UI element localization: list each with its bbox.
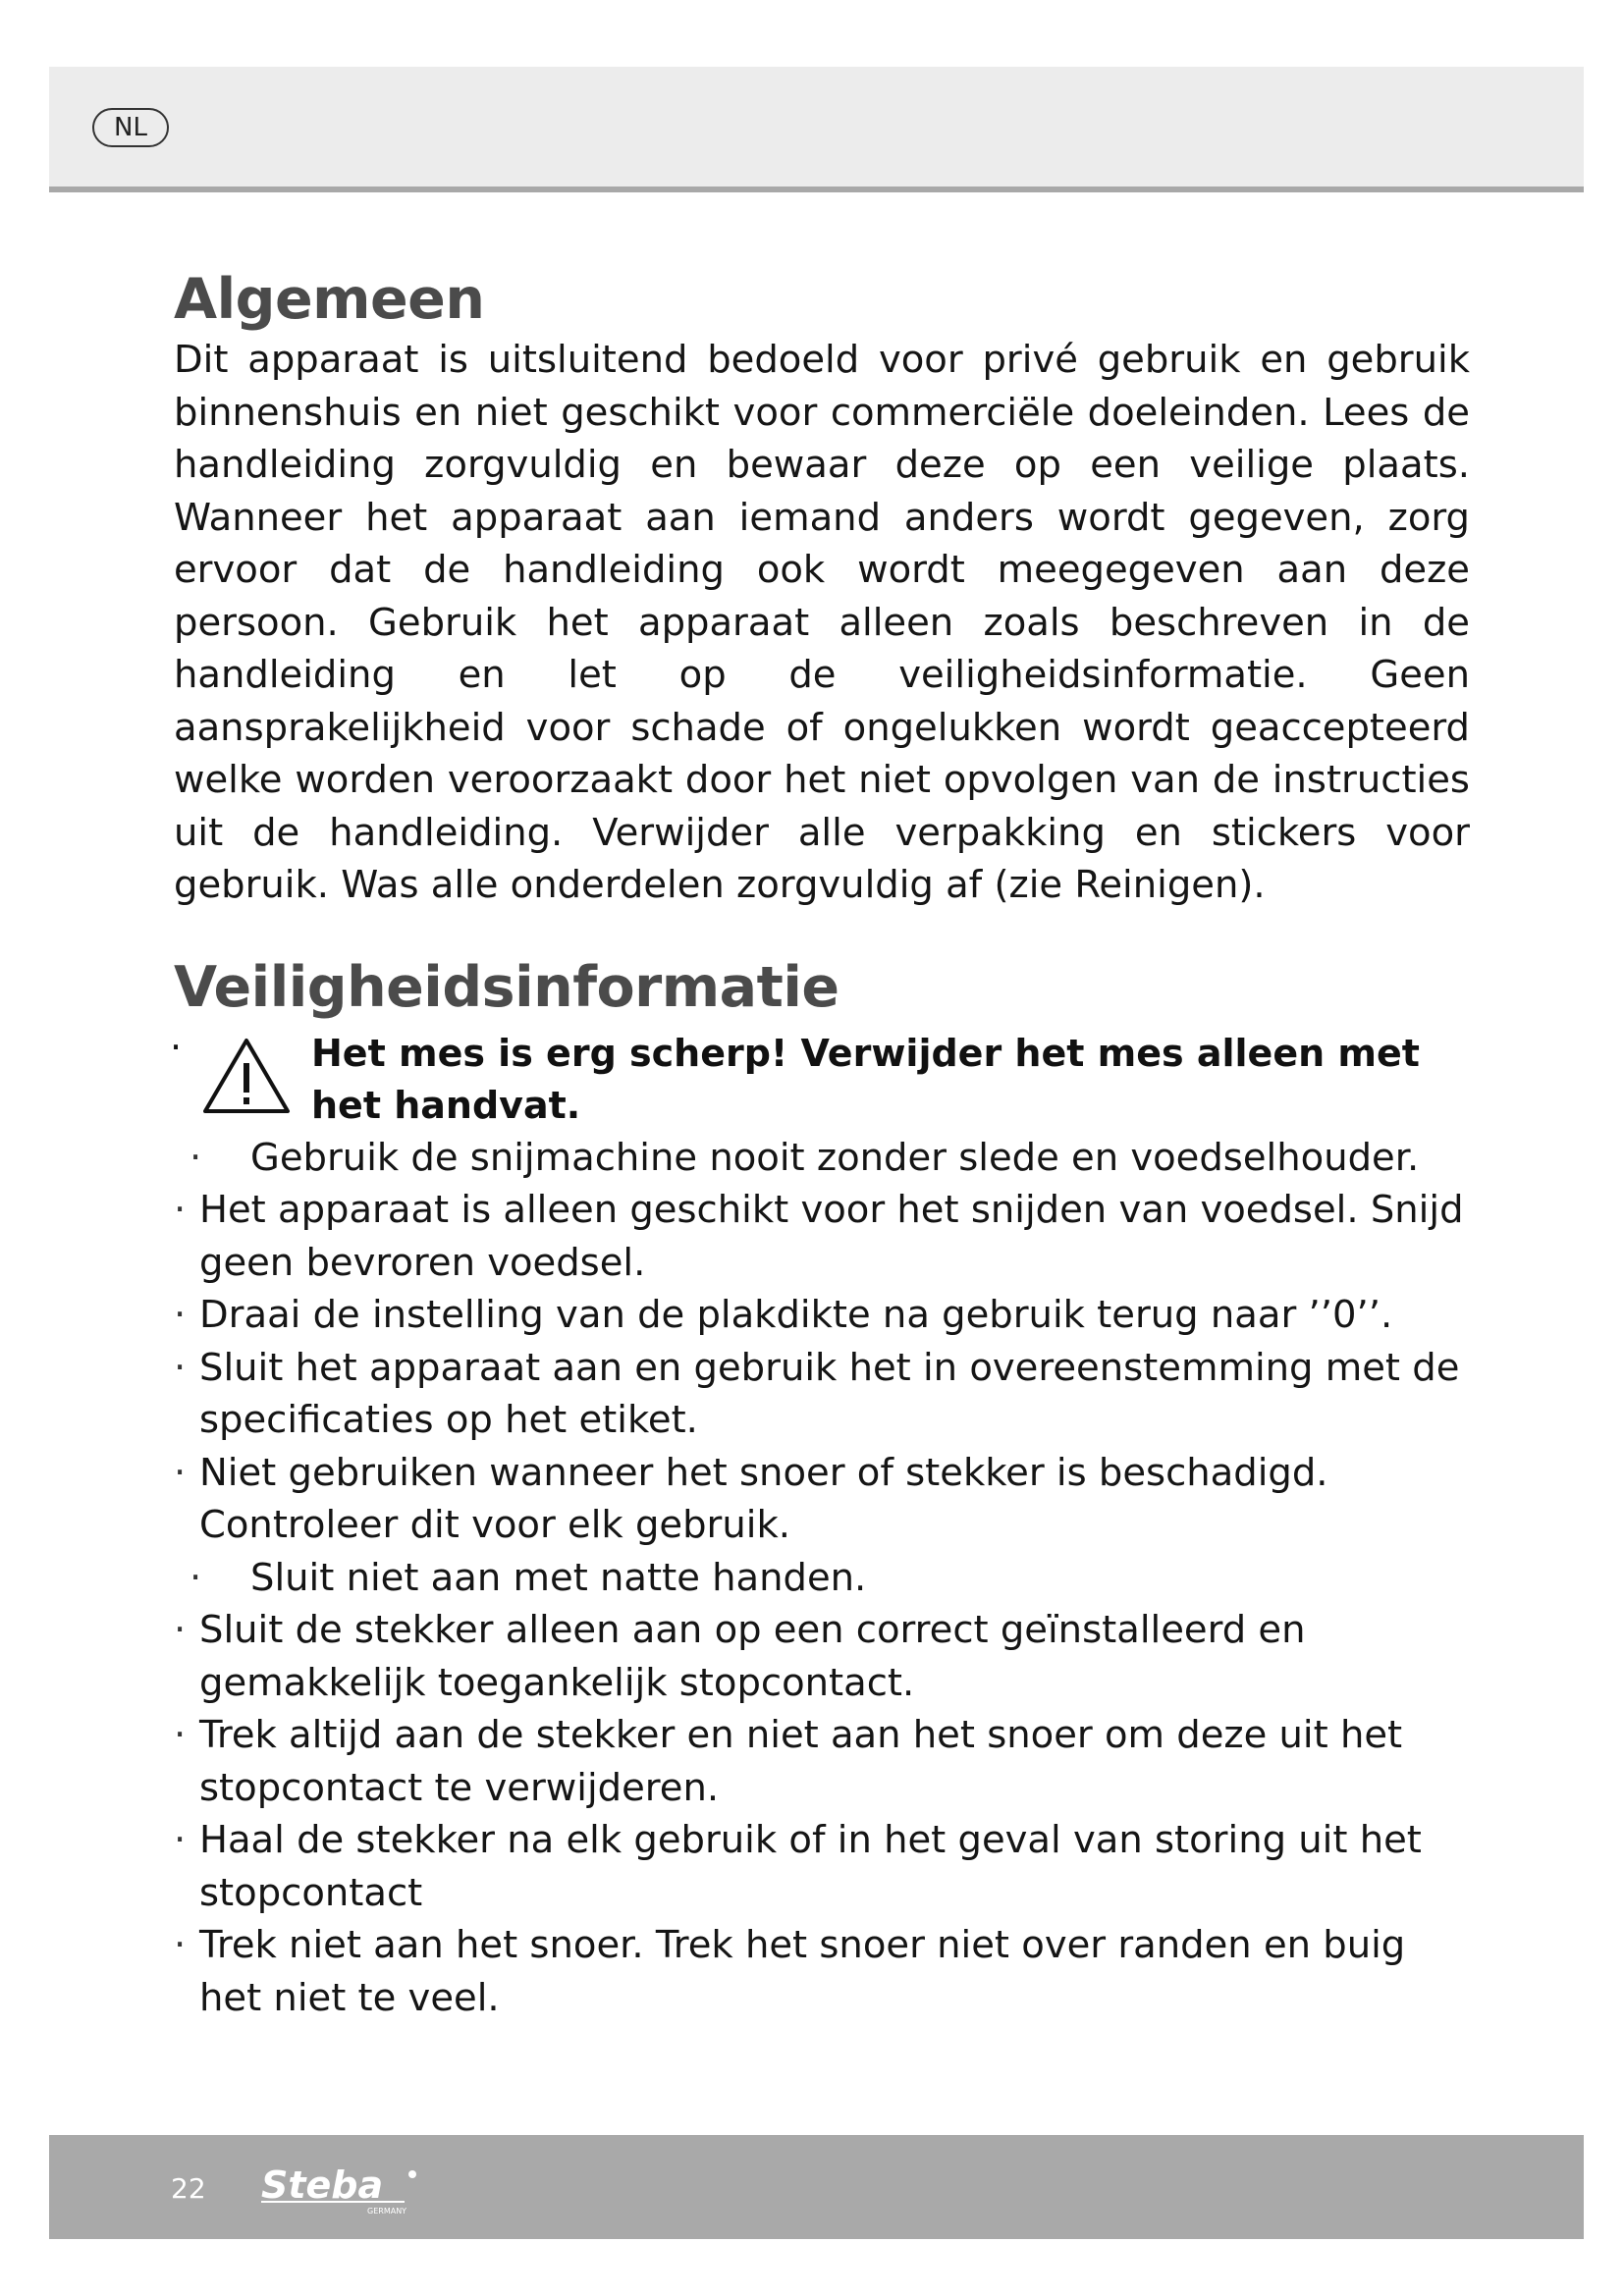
list-item: · Haal de stekker na elk gebruik of in het geval van storing uit het stopcontact <box>174 1814 1470 1919</box>
language-badge: NL <box>92 108 169 147</box>
safety-list <box>174 1132 1470 2025</box>
list-item: · Sluit het apparaat aan en gebruik het in overeenstemming met de specificaties op het etiket. <box>174 1342 1470 1447</box>
bullet-dot: · <box>170 1025 183 1069</box>
list-item: · Trek niet aan het snoer. Trek het snoer niet over randen en buig het niet te veel. <box>174 1919 1470 2024</box>
list-item: · Sluit niet aan met natte handen. <box>174 1552 1470 1605</box>
brand-name: Steba <box>261 2163 384 2207</box>
page-header-band <box>49 67 1584 192</box>
section-title-general: Algemeen <box>174 267 485 332</box>
warning-triangle-icon <box>201 1036 292 1116</box>
steba-logo <box>257 2163 473 2221</box>
list-item: · Trek altijd aan de stekker en niet aan het snoer om deze uit het stopcontact te verwijderen. <box>174 1709 1470 1814</box>
section-title-safety: Veiligheidsinformatie <box>174 954 839 1020</box>
page-number: 22 <box>171 2172 206 2205</box>
brand-subtitle: GERMANY <box>367 2207 407 2216</box>
list-item: · Draai de instelling van de plakdikte na gebruik terug naar ’’0’’. <box>174 1289 1470 1342</box>
list-item: · Sluit de stekker alleen aan op een correct geïnstalleerd en gemakkelijk toegankelijk stopcontact. <box>174 1604 1470 1709</box>
list-item: · Niet gebruiken wanneer het snoer of stekker is beschadigd. Controleer dit voor elk gebruik. <box>174 1447 1470 1552</box>
list-item: · Het apparaat is alleen geschikt voor het snijden van voedsel. Snijd geen bevroren voedsel. <box>174 1184 1470 1289</box>
page-content <box>170 265 1470 2024</box>
list-item: · Gebruik de snijmachine nooit zonder slede en voedselhouder. <box>174 1132 1470 1185</box>
page-footer-band <box>49 2135 1584 2239</box>
general-paragraph: Dit apparaat is uitsluitend bedoeld voor privé gebruik en gebruik binnenshuis en niet geschikt voor commerciële doeleinden. Lees de handleiding zorgvuldig en bewaar deze op een veilige plaats. Wanneer het apparaat aan iemand anders wordt gegeven, zorg ervoor dat de handleiding ook wordt meegegeven aan deze persoon. Gebruik het apparaat alleen zoals beschreven in de handleiding en let op de veiligheidsinformatie. Geen aansprakelijkheid voor schade of ongelukken wordt geaccepteerd welke worden veroorzaakt door het niet opvolgen van de instructies uit de handleiding. Verwijder alle verpakking en stickers voor gebruik. Was alle onderdelen zorgvuldig af (zie Reinigen). <box>174 338 1470 907</box>
warning-text: Het mes is erg scherp! Verwijder het mes alleen met het handvat. <box>311 1031 1420 1127</box>
warning-item <box>170 1025 1470 1132</box>
